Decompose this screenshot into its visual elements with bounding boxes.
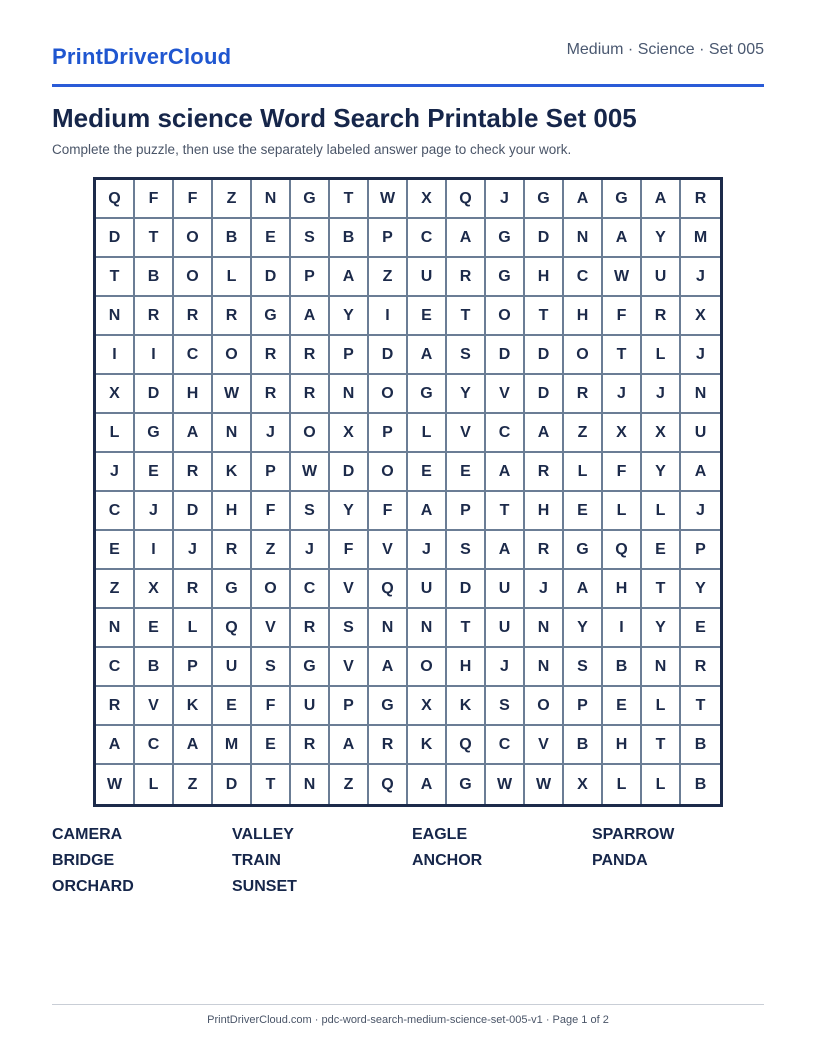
- grid-cell: J: [525, 570, 564, 609]
- grid-cell: E: [408, 297, 447, 336]
- grid-cell: R: [291, 375, 330, 414]
- grid-cell: L: [135, 765, 174, 804]
- grid-cell: B: [330, 219, 369, 258]
- grid-cell: B: [694, 775, 707, 793]
- grid-cell: J: [408, 531, 447, 570]
- grid-cell: D: [252, 258, 291, 297]
- grid-cell: E: [213, 687, 252, 726]
- grid-cell: D: [447, 570, 486, 609]
- grid-cell: O: [408, 648, 447, 687]
- grid-cell: F: [174, 180, 213, 219]
- grid-cell: A: [486, 453, 525, 492]
- grid-cell: P: [681, 531, 720, 570]
- grid-cell: A: [681, 453, 720, 492]
- grid-cell: P: [369, 414, 408, 453]
- grid-cell: V: [330, 570, 369, 609]
- grid-cell: E: [603, 687, 642, 726]
- grid-cell: A: [603, 219, 642, 258]
- grid-cell: E: [408, 453, 447, 492]
- grid-cell: B: [213, 219, 252, 258]
- grid-cell: B: [603, 648, 642, 687]
- grid-cell: R: [174, 297, 213, 336]
- grid-cell: N: [681, 375, 720, 414]
- grid-cell: X: [564, 765, 603, 804]
- word-list-item: EAGLE: [412, 826, 468, 843]
- grid-cell: T: [681, 687, 720, 726]
- grid-cell: T: [135, 219, 174, 258]
- grid-cell: L: [174, 609, 213, 648]
- word-list-item: BRIDGE: [52, 852, 115, 869]
- grid-cell: L: [642, 492, 681, 531]
- grid-cell: Y: [681, 570, 720, 609]
- grid-cell: J: [681, 492, 720, 531]
- grid-cell: P: [330, 336, 369, 375]
- grid-cell: I: [603, 609, 642, 648]
- grid-cell: O: [369, 375, 408, 414]
- grid-cell: Y: [447, 375, 486, 414]
- grid-cell: N: [408, 609, 447, 648]
- grid-cell: H: [525, 258, 564, 297]
- grid-cell: V: [486, 375, 525, 414]
- grid-cell: K: [447, 687, 486, 726]
- grid-cell: C: [408, 219, 447, 258]
- grid-cell: D: [525, 219, 564, 258]
- page-footer: PrintDriverCloud.com · pdc-word-search-medium-science-set-005-v1 · Page 1 of 2: [207, 1014, 609, 1026]
- grid-cell: A: [291, 297, 330, 336]
- grid-cell: T: [525, 297, 564, 336]
- grid-cell: G: [486, 219, 525, 258]
- grid-cell: R: [642, 297, 681, 336]
- word-list-item: SPARROW: [592, 826, 675, 843]
- grid-cell: I: [96, 336, 135, 375]
- grid-cell: N: [213, 414, 252, 453]
- grid-cell: G: [447, 765, 486, 804]
- grid-cell: F: [135, 180, 174, 219]
- grid-cell: X: [603, 414, 642, 453]
- grid-cell: A: [408, 336, 447, 375]
- grid-cell: R: [291, 726, 330, 765]
- grid-cell: A: [330, 258, 369, 297]
- grid-cell: D: [213, 765, 252, 804]
- grid-cell: C: [96, 648, 135, 687]
- grid-cell: O: [174, 258, 213, 297]
- grid-cell: Y: [330, 492, 369, 531]
- word-list-item: SUNSET: [232, 878, 297, 895]
- grid-cell: A: [564, 570, 603, 609]
- grid-cell: V: [525, 726, 564, 765]
- grid-cell: S: [486, 687, 525, 726]
- grid-cell: F: [603, 297, 642, 336]
- grid-cell: J: [681, 258, 720, 297]
- grid-cell: S: [447, 531, 486, 570]
- grid-cell: U: [642, 258, 681, 297]
- word-search-grid: [93, 177, 723, 807]
- grid-cell: R: [174, 570, 213, 609]
- grid-cell: L: [642, 336, 681, 375]
- grid-cell: J: [174, 531, 213, 570]
- grid-cell: W: [213, 375, 252, 414]
- grid-cell: A: [447, 219, 486, 258]
- grid-cell: L: [564, 453, 603, 492]
- grid-cell: G: [291, 648, 330, 687]
- grid-cell: T: [96, 258, 135, 297]
- grid-cell: L: [408, 414, 447, 453]
- grid-cell: R: [291, 336, 330, 375]
- grid-cell: R: [525, 453, 564, 492]
- grid-cell: F: [369, 492, 408, 531]
- grid-cell: O: [291, 414, 330, 453]
- grid-cell: N: [642, 648, 681, 687]
- grid-cell: R: [213, 531, 252, 570]
- grid-cell: A: [174, 414, 213, 453]
- grid-cell: K: [213, 453, 252, 492]
- grid-cell: H: [447, 648, 486, 687]
- grid-cell: O: [564, 336, 603, 375]
- footer-divider: [52, 1004, 764, 1005]
- grid-cell: U: [408, 570, 447, 609]
- grid-cell: I: [135, 531, 174, 570]
- grid-cell: T: [603, 336, 642, 375]
- grid-cell: D: [369, 336, 408, 375]
- grid-cell: E: [252, 726, 291, 765]
- grid-cell: Q: [213, 609, 252, 648]
- grid-cell: N: [252, 180, 291, 219]
- grid-cell: K: [174, 687, 213, 726]
- page-header: [52, 28, 764, 87]
- grid-cell: S: [291, 492, 330, 531]
- grid-cell: F: [603, 453, 642, 492]
- grid-cell: D: [330, 453, 369, 492]
- grid-cell: Z: [96, 570, 135, 609]
- grid-cell: O: [174, 219, 213, 258]
- grid-cell: V: [135, 687, 174, 726]
- grid-cell: D: [525, 336, 564, 375]
- grid-cell: E: [564, 492, 603, 531]
- grid-cell: G: [213, 570, 252, 609]
- grid-cell: Q: [369, 765, 408, 804]
- grid-cell: V: [330, 648, 369, 687]
- grid-cell: A: [408, 492, 447, 531]
- grid-cell: G: [603, 180, 642, 219]
- grid-cell: C: [486, 414, 525, 453]
- grid-cell: F: [252, 687, 291, 726]
- grid-cell: K: [408, 726, 447, 765]
- grid-cell: G: [525, 180, 564, 219]
- grid-cell: W: [525, 765, 564, 804]
- grid-cell: Z: [369, 258, 408, 297]
- grid-cell: E: [135, 453, 174, 492]
- grid-cell: J: [96, 453, 135, 492]
- grid-cell: O: [525, 687, 564, 726]
- grid-cell: P: [291, 258, 330, 297]
- word-list: [52, 826, 764, 896]
- grid-cell: G: [369, 687, 408, 726]
- grid-cell: W: [291, 453, 330, 492]
- grid-cell: R: [564, 375, 603, 414]
- grid-cell: U: [486, 609, 525, 648]
- grid-cell: R: [96, 687, 135, 726]
- grid-cell: R: [525, 531, 564, 570]
- grid-cell: J: [681, 336, 720, 375]
- word-list-item: PANDA: [592, 852, 648, 869]
- grid-cell: J: [642, 375, 681, 414]
- grid-cell: F: [252, 492, 291, 531]
- grid-cell: E: [447, 453, 486, 492]
- grid-cell: D: [525, 375, 564, 414]
- grid-cell: Y: [642, 219, 681, 258]
- grid-cell: Y: [642, 453, 681, 492]
- grid-cell: S: [447, 336, 486, 375]
- grid-cell: W: [96, 765, 135, 804]
- grid-cell: Q: [96, 180, 135, 219]
- grid-cell: Q: [603, 531, 642, 570]
- grid-cell: J: [252, 414, 291, 453]
- grid-cell: D: [174, 492, 213, 531]
- grid-cell: N: [96, 297, 135, 336]
- grid-cell: R: [681, 648, 720, 687]
- grid-cell: P: [330, 687, 369, 726]
- grid-cell: O: [213, 336, 252, 375]
- grid-cell: B: [681, 726, 720, 765]
- grid-cell: Y: [330, 297, 369, 336]
- grid-cell: N: [525, 648, 564, 687]
- grid-cell: I: [369, 297, 408, 336]
- grid-cell: O: [252, 570, 291, 609]
- grid-cell: L: [603, 492, 642, 531]
- grid-cell: P: [369, 219, 408, 258]
- grid-cell: S: [252, 648, 291, 687]
- grid-cell: L: [96, 414, 135, 453]
- grid-cell: P: [252, 453, 291, 492]
- grid-cell: T: [447, 297, 486, 336]
- grid-cell: R: [369, 726, 408, 765]
- grid-cell: U: [408, 258, 447, 297]
- grid-cell: N: [96, 609, 135, 648]
- grid-cell: C: [564, 258, 603, 297]
- grid-cell: P: [564, 687, 603, 726]
- puzzle-meta: Medium · Science · Set 005: [566, 41, 764, 58]
- grid-cell: S: [330, 609, 369, 648]
- grid-cell: H: [213, 492, 252, 531]
- grid-cell: X: [96, 375, 135, 414]
- grid-cell: W: [369, 180, 408, 219]
- grid-cell: Y: [564, 609, 603, 648]
- grid-cell: P: [447, 492, 486, 531]
- grid-cell: W: [603, 258, 642, 297]
- grid-cell: J: [135, 492, 174, 531]
- grid-cell: S: [291, 219, 330, 258]
- grid-cell: T: [642, 570, 681, 609]
- grid-cell: X: [408, 687, 447, 726]
- grid-cell: L: [642, 687, 681, 726]
- grid-cell: H: [525, 492, 564, 531]
- grid-cell: O: [369, 453, 408, 492]
- grid-cell: N: [330, 375, 369, 414]
- grid-cell: V: [447, 414, 486, 453]
- grid-cell: D: [486, 336, 525, 375]
- grid-cell: A: [330, 726, 369, 765]
- grid-cell: R: [135, 297, 174, 336]
- grid-cell: T: [330, 180, 369, 219]
- grid-cell: X: [681, 297, 720, 336]
- grid-cell: R: [252, 375, 291, 414]
- grid-cell: S: [564, 648, 603, 687]
- grid-cell: J: [603, 375, 642, 414]
- grid-cell: U: [291, 687, 330, 726]
- grid-cell: M: [681, 219, 720, 258]
- grid-cell: C: [174, 336, 213, 375]
- grid-cell: U: [681, 414, 720, 453]
- page-subtitle: Complete the puzzle, then use the separately labeled answer page to check your work.: [52, 142, 572, 157]
- grid-cell: A: [369, 648, 408, 687]
- grid-cell: T: [252, 765, 291, 804]
- word-list-item: TRAIN: [232, 852, 281, 869]
- grid-cell: A: [486, 531, 525, 570]
- grid-cell: M: [213, 726, 252, 765]
- grid-cell: W: [486, 765, 525, 804]
- grid-cell: R: [213, 297, 252, 336]
- grid-cell: A: [174, 726, 213, 765]
- grid-cell: Z: [213, 180, 252, 219]
- grid-cell: E: [681, 609, 720, 648]
- grid-cell: B: [564, 726, 603, 765]
- grid-cell: D: [96, 219, 135, 258]
- word-list-item: VALLEY: [232, 826, 294, 843]
- grid-cell: C: [96, 492, 135, 531]
- grid-cell: U: [213, 648, 252, 687]
- grid-cell: N: [369, 609, 408, 648]
- grid-cell: Q: [447, 180, 486, 219]
- grid-cell: G: [564, 531, 603, 570]
- grid-cell: J: [291, 531, 330, 570]
- grid-cell: R: [681, 180, 720, 219]
- grid-cell: B: [135, 258, 174, 297]
- grid-cell: Z: [564, 414, 603, 453]
- grid-cell: X: [408, 180, 447, 219]
- grid-cell: X: [642, 414, 681, 453]
- grid-cell: P: [174, 648, 213, 687]
- grid-cell: Z: [330, 765, 369, 804]
- grid-cell: A: [408, 765, 447, 804]
- grid-cell: Z: [174, 765, 213, 804]
- grid-cell: Y: [642, 609, 681, 648]
- grid-cell: T: [642, 726, 681, 765]
- grid-cell: H: [174, 375, 213, 414]
- grid-cell: F: [330, 531, 369, 570]
- grid-cell: C: [486, 726, 525, 765]
- grid-cell: R: [252, 336, 291, 375]
- grid-cell: Q: [369, 570, 408, 609]
- grid-cell: T: [447, 609, 486, 648]
- grid-cell: A: [564, 180, 603, 219]
- grid-cell: O: [486, 297, 525, 336]
- grid-cell: G: [291, 180, 330, 219]
- grid-cell: H: [564, 297, 603, 336]
- grid-cell: H: [603, 570, 642, 609]
- grid-cell: X: [135, 570, 174, 609]
- grid-cell: G: [408, 375, 447, 414]
- page-title: Medium science Word Search Printable Set 005: [52, 103, 637, 133]
- grid-cell: E: [135, 609, 174, 648]
- grid-cell: E: [642, 531, 681, 570]
- grid-cell: T: [486, 492, 525, 531]
- word-list-item: ORCHARD: [52, 878, 134, 895]
- grid-cell: J: [486, 180, 525, 219]
- grid-cell: L: [213, 258, 252, 297]
- grid-cell: V: [252, 609, 291, 648]
- grid-cell: X: [330, 414, 369, 453]
- grid-cell: A: [525, 414, 564, 453]
- grid-cell: E: [96, 531, 135, 570]
- grid-cell: V: [369, 531, 408, 570]
- grid-cell: G: [486, 258, 525, 297]
- grid-cell: Q: [447, 726, 486, 765]
- grid-cell: C: [135, 726, 174, 765]
- grid-cell: G: [135, 414, 174, 453]
- grid-cell: N: [291, 765, 330, 804]
- grid-cell: L: [603, 765, 642, 804]
- grid-cell: L: [642, 765, 681, 804]
- grid-cell: J: [486, 648, 525, 687]
- grid-cell: B: [135, 648, 174, 687]
- grid-cell: G: [252, 297, 291, 336]
- grid-cell: U: [486, 570, 525, 609]
- grid-cell: I: [135, 336, 174, 375]
- grid-cell: R: [447, 258, 486, 297]
- grid-cell: R: [174, 453, 213, 492]
- word-list-item: CAMERA: [52, 826, 123, 843]
- grid-cell: C: [291, 570, 330, 609]
- grid-cell: A: [96, 726, 135, 765]
- grid-cell: Z: [252, 531, 291, 570]
- grid-cell: N: [525, 609, 564, 648]
- word-list-item: ANCHOR: [412, 852, 483, 869]
- grid-cell: A: [642, 180, 681, 219]
- grid-cell: R: [291, 609, 330, 648]
- grid-cell: H: [603, 726, 642, 765]
- grid-cell: N: [564, 219, 603, 258]
- brand-logo: PrintDriverCloud: [52, 44, 232, 69]
- grid-cell: D: [135, 375, 174, 414]
- grid-cell: E: [252, 219, 291, 258]
